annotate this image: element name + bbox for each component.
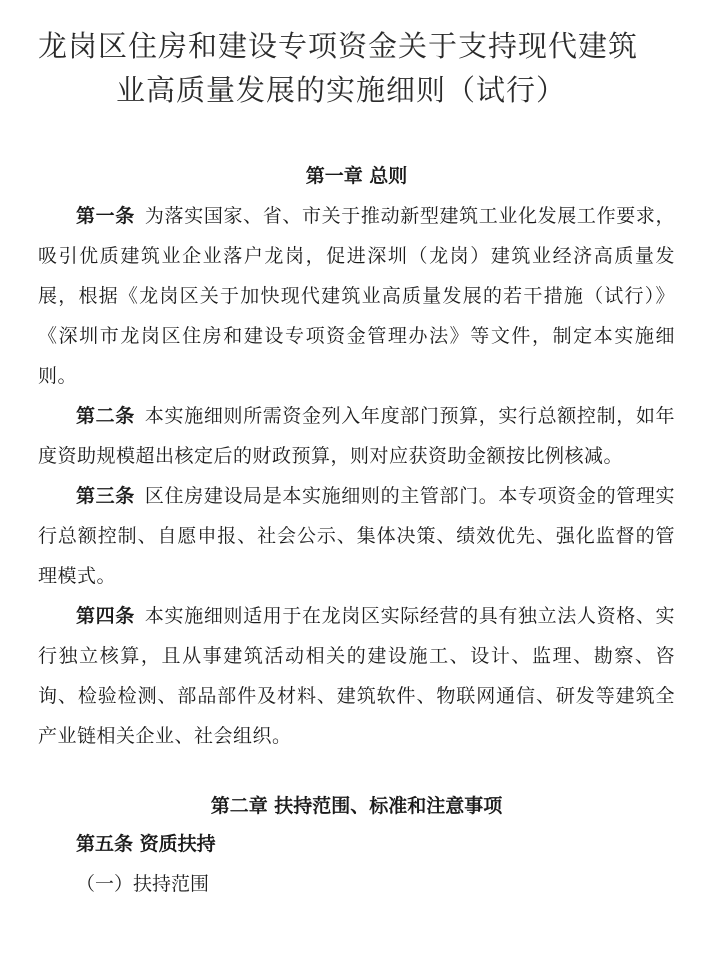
document-title <box>38 24 675 112</box>
section-1-subheading: （一）扶持范围 <box>76 873 210 895</box>
article-2-label: 第二条 <box>76 405 135 427</box>
article-1-text: 为落实国家、省、市关于推动新型建筑工业化发展工作要求，吸引优质建筑业企业落户龙岗，促进深圳（龙岗）建筑业经济高质量发展，根据《龙岗区关于加快现代建筑业高质量发展的若干措施（试行）》《深圳市龙岗区住房和建设专项资金管理办法》等文件，制定本实施细则。 <box>38 205 675 387</box>
document-title-line-2: 业高质量发展的实施细则（试行） <box>116 73 567 107</box>
article-3-text: 区住房建设局是本实施细则的主管部门。本专项资金的管理实行总额控制、自愿申报、社会公示、集体决策、绩效优先、强化监督的管理模式。 <box>38 485 675 587</box>
article-3 <box>38 476 675 596</box>
chapter-1-heading: 第一章 总则 <box>305 165 408 187</box>
article-4 <box>38 596 675 756</box>
chapter-2-heading: 第二章 扶持范围、标准和注意事项 <box>210 795 503 817</box>
article-2 <box>38 396 675 476</box>
article-4-text: 本实施细则适用于在龙岗区实际经营的具有独立法人资格、实行独立核算，且从事建筑活动相关的建设施工、设计、监理、勘察、咨询、检验检测、部品部件及材料、建筑软件、物联网通信、研发等建筑全产业链相关企业、社会组织。 <box>38 605 675 747</box>
article-4-label: 第四条 <box>76 605 135 627</box>
article-3-label: 第三条 <box>76 485 135 507</box>
article-1-label: 第一条 <box>76 205 135 227</box>
article-5-heading: 第五条 资质扶持 <box>76 833 216 855</box>
document-title-line-1: 龙岗区住房和建设专项资金关于支持现代建筑 <box>38 29 639 63</box>
article-2-text: 本实施细则所需资金列入年度部门预算，实行总额控制，如年度资助规模超出核定后的财政预算，则对应获资助金额按比例核减。 <box>38 405 675 467</box>
article-1 <box>38 196 675 396</box>
